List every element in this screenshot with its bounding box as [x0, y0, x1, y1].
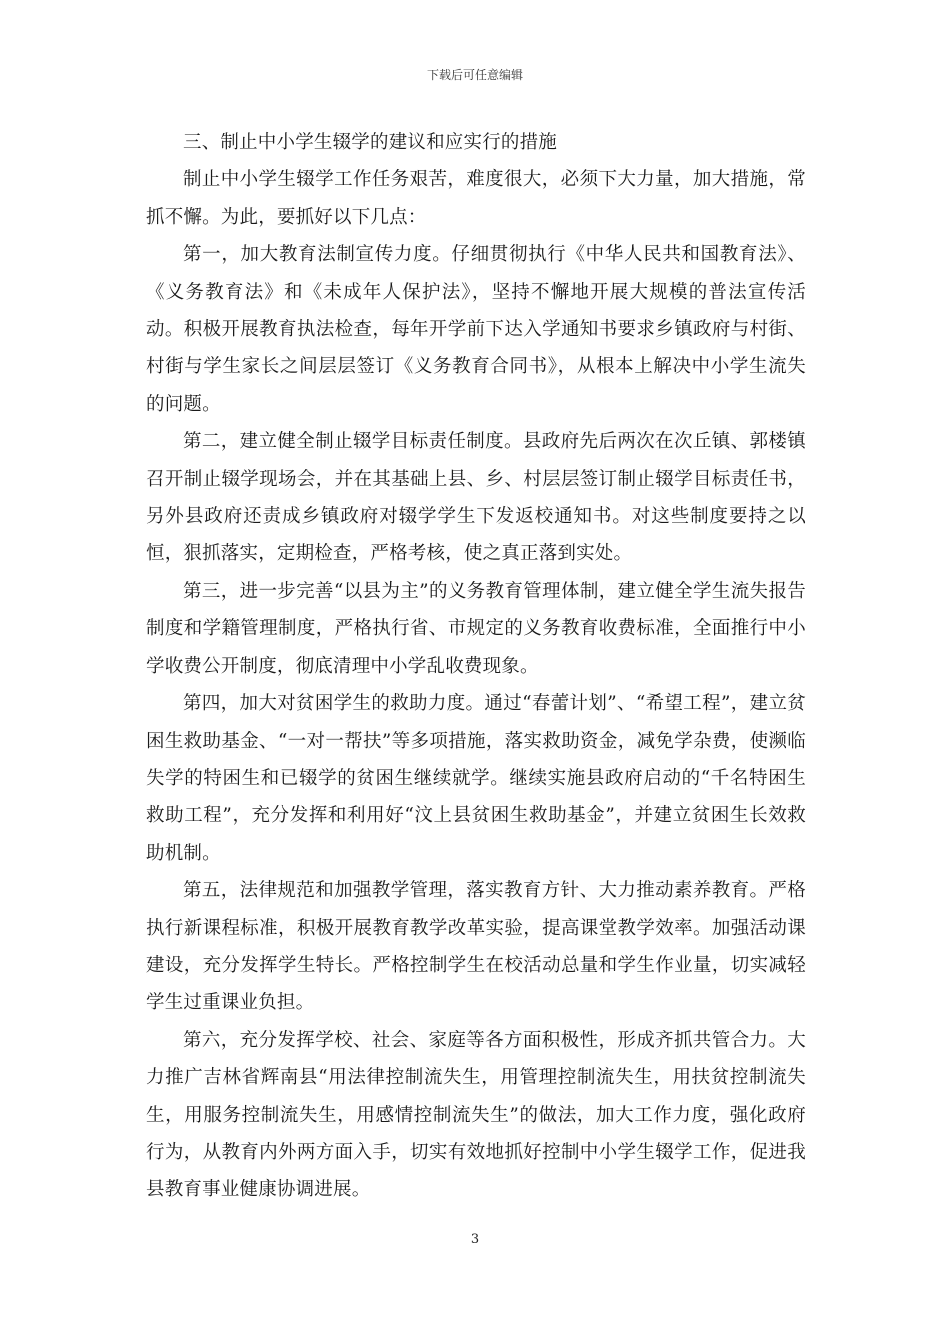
paragraph-intro: 制止中小学生辍学工作任务艰苦，难度很大，必须下大力量，加大措施，常抓不懈。为此，要抓好以下几点：: [146, 169, 806, 228]
section-heading: 三、制止中小学生辍学的建议和应实行的措施: [183, 132, 558, 153]
paragraph-measure-1: 第一，加大教育法制宣传力度。仔细贯彻执行《中华人民共和国教育法》、《义务教育法》和《未成年人保护法》，坚持不懈地开展大规模的普法宣传活动。积极开展教育执法检查，每年开学前下达入学通知书要求乡镇政府与村街、村街与学生家长之间层层签订《义务教育合同书》，从根本上解决中小学生流失的问题。: [146, 244, 806, 415]
document-body: [146, 124, 806, 1209]
page-number: 3: [470, 1232, 480, 1247]
paragraph-measure-2: 第二，建立健全制止辍学目标责任制度。县政府先后两次在次丘镇、郭楼镇召开制止辍学现场会，并在其基础上县、乡、村层层签订制止辍学目标责任书，另外县政府还责成乡镇政府对辍学学生下发返校通知书。对这些制度要持之以恒，狠抓落实，定期检查，严格考核，使之真正落到实处。: [146, 431, 806, 565]
header-note: 下载后可任意编辑: [426, 68, 523, 82]
paragraph-measure-6: 第六，充分发挥学校、社会、家庭等各方面积极性，形成齐抓共管合力。大力推广吉林省辉南县“用法律控制流失生，用管理控制流失生，用扶贫控制流失生，用服务控制流失生，用感情控制流失生”的做法，加大工作力度，强化政府行为，从教育内外两方面入手，切实有效地抓好控制中小学生辍学工作，促进我县教育事业健康协调进展。: [146, 1029, 806, 1201]
paragraph-measure-4: 第四，加大对贫困学生的救助力度。通过“春蕾计划”、“希望工程”，建立贫困生救助基金、“一对一帮扶”等多项措施，落实救助资金，减免学杂费，使濒临失学的特困生和已辍学的贫困生继续就学。继续实施县政府启动的“千名特困生救助工程”，充分发挥和利用好“汶上县贫困生救助基金”，并建立贫困生长效救助机制。: [146, 693, 806, 864]
paragraph-measure-5: 第五，法律规范和加强教学管理，落实教育方针、大力推动素养教育。严格执行新课程标准，积极开展教育教学改革实验，提高课堂教学效率。加强活动课建设，充分发挥学生特长。严格控制学生在校活动总量和学生作业量，切实减轻学生过重课业负担。: [146, 880, 806, 1014]
paragraph-measure-3: 第三，进一步完善“以县为主”的义务教育管理体制，建立健全学生流失报告制度和学籍管理制度，严格执行省、市规定的义务教育收费标准，全面推行中小学收费公开制度，彻底清理中小学乱收费现象。: [146, 580, 806, 677]
